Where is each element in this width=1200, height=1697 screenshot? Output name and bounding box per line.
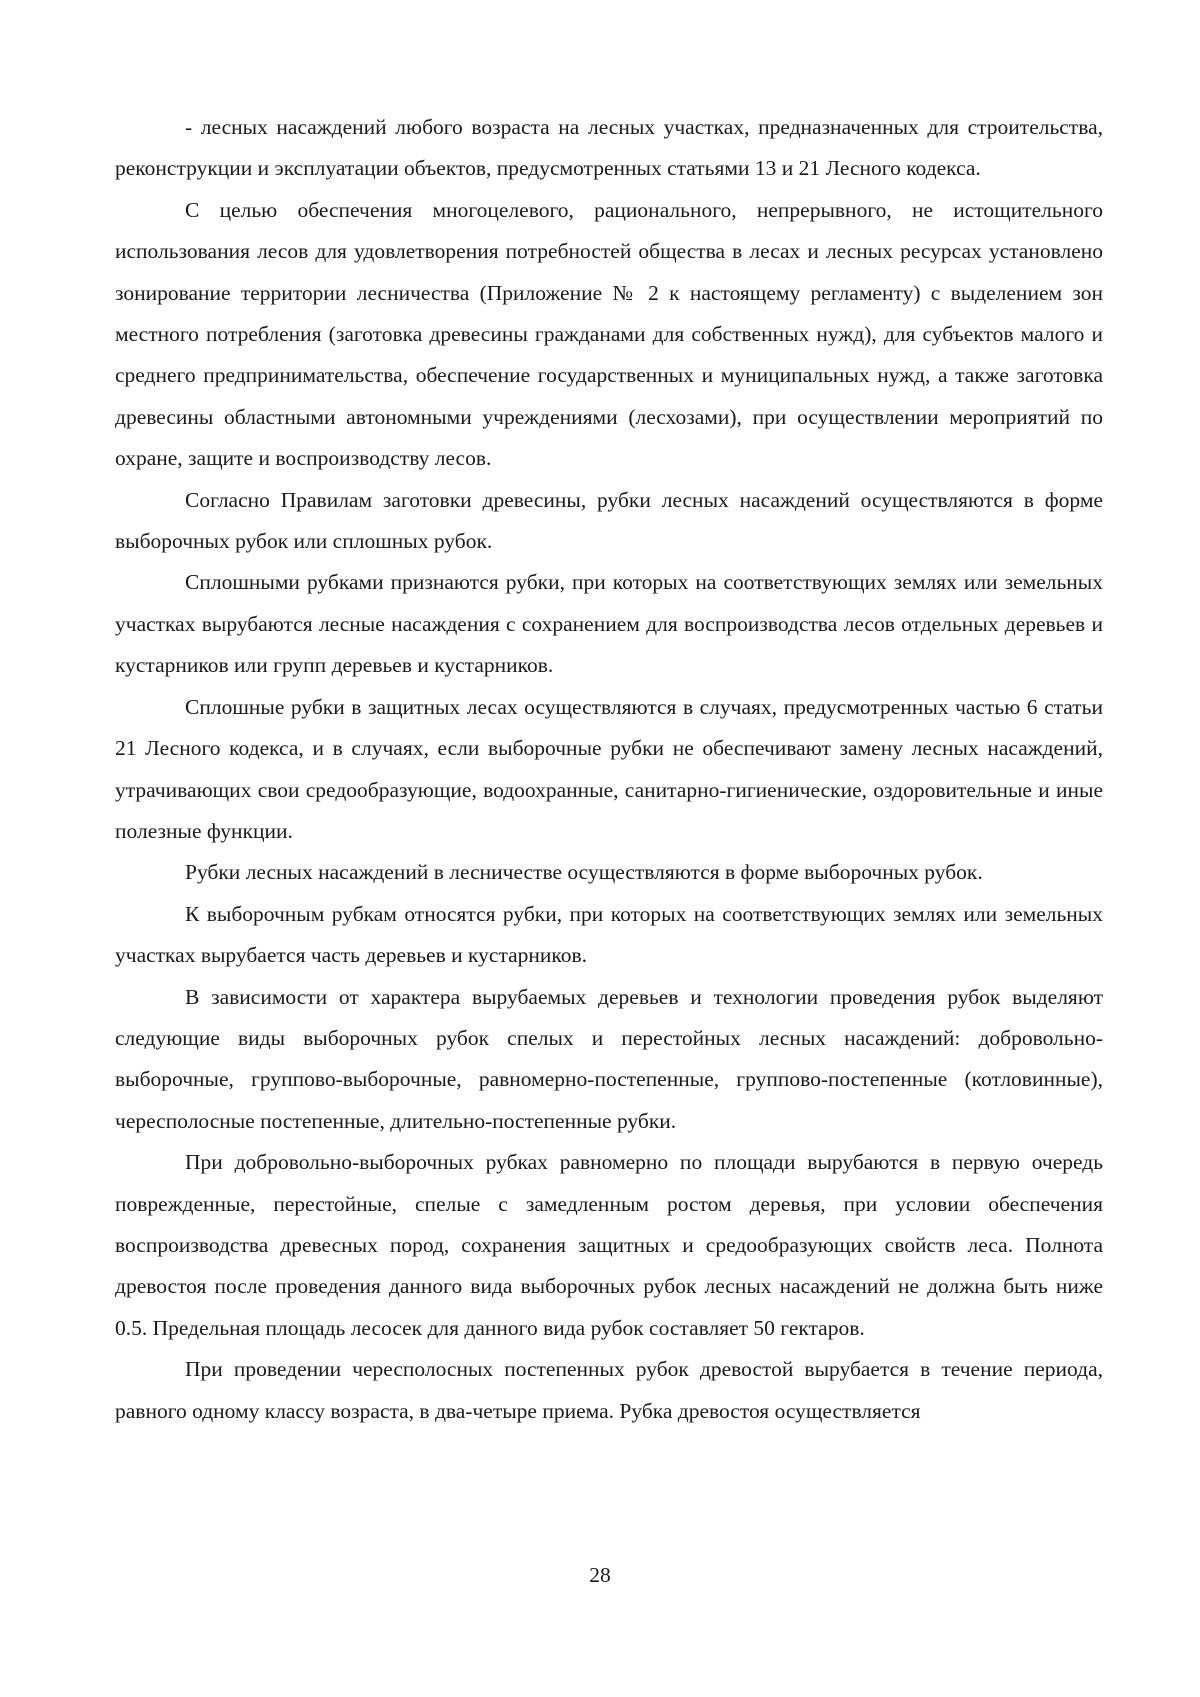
paragraph: К выборочным рубкам относятся рубки, при которых на соответствующих землях или земельных участках вырубается часть деревьев и кустарников.	[115, 901, 1103, 968]
paragraph: При добровольно-выборочных рубках равномерно по площади вырубаются в первую очередь поврежденные, перестойные, спелые с замедленным ростом деревья, при условии обеспечения воспроизводства древесных пород, сохранения защитных и средообразующих свойств леса. Полнота древостоя после проведения данного вида выборочных рубок лесных насаждений не должна быть ниже 0.5. Предельная площадь лесосек для данного вида рубок составляет 50 гектаров.	[115, 1150, 1103, 1340]
paragraph: Сплошными рубками признаются рубки, при которых на соответствующих землях или земельных участках вырубаются лесные насаждения с сохранением для воспроизводства лесов отдельных деревьев и кустарников или групп деревьев и кустарников.	[115, 570, 1103, 678]
document-body	[115, 107, 1103, 1432]
paragraph: Рубки лесных насаждений в лесничестве осуществляются в форме выборочных рубок.	[185, 860, 983, 885]
paragraph: Сплошные рубки в защитных лесах осуществляются в случаях, предусмотренных частью 6 статьи 21 Лесного кодекса, и в случаях, если выборочные рубки не обеспечивают замену лесных насаждений, утрачивающих свои средообразующие, водоохранные, санитарно-гигиенические, оздоровительные и иные полезные функции.	[115, 694, 1103, 843]
paragraph: С целью обеспечения многоцелевого, рационального, непрерывного, не истощительного использования лесов для удовлетворения потребностей общества в лесах и лесных ресурсах установлено зонирование территории лесничества (Приложение № 2 к настоящему регламенту) с выделением зон местного потребления (заготовка древесины гражданами для собственных нужд), для субъектов малого и среднего предпринимательства, обеспечение государственных и муниципальных нужд, а также заготовка древесины областными автономными учреждениями (лесхозами), при осуществлении мероприятий по охране, защите и воспроизводству лесов.	[115, 197, 1103, 471]
paragraph: - лесных насаждений любого возраста на лесных участках, предназначенных для строительства, реконструкции и эксплуатации объектов, предусмотренных статьями 13 и 21 Лесного кодекса.	[115, 115, 1103, 181]
page-number: 28	[589, 1563, 611, 1587]
paragraph: В зависимости от характера вырубаемых деревьев и технологии проведения рубок выделяют следующие виды выборочных рубок спелых и перестойных лесных насаждений: добровольно-выборочные, группово-выборочные, равномерно-постепенные, группово-постепенные (котловинные), чересполосные постепенные, длительно-постепенные рубки.	[115, 984, 1103, 1133]
paragraph: Согласно Правилам заготовки древесины, рубки лесных насаждений осуществляются в форме выборочных рубок или сплошных рубок.	[115, 487, 1103, 554]
paragraph: При проведении чересполосных постепенных рубок древостой вырубается в течение периода, равного одному классу возраста, в два-четыре приема. Рубка древостоя осуществляется	[115, 1357, 1103, 1423]
